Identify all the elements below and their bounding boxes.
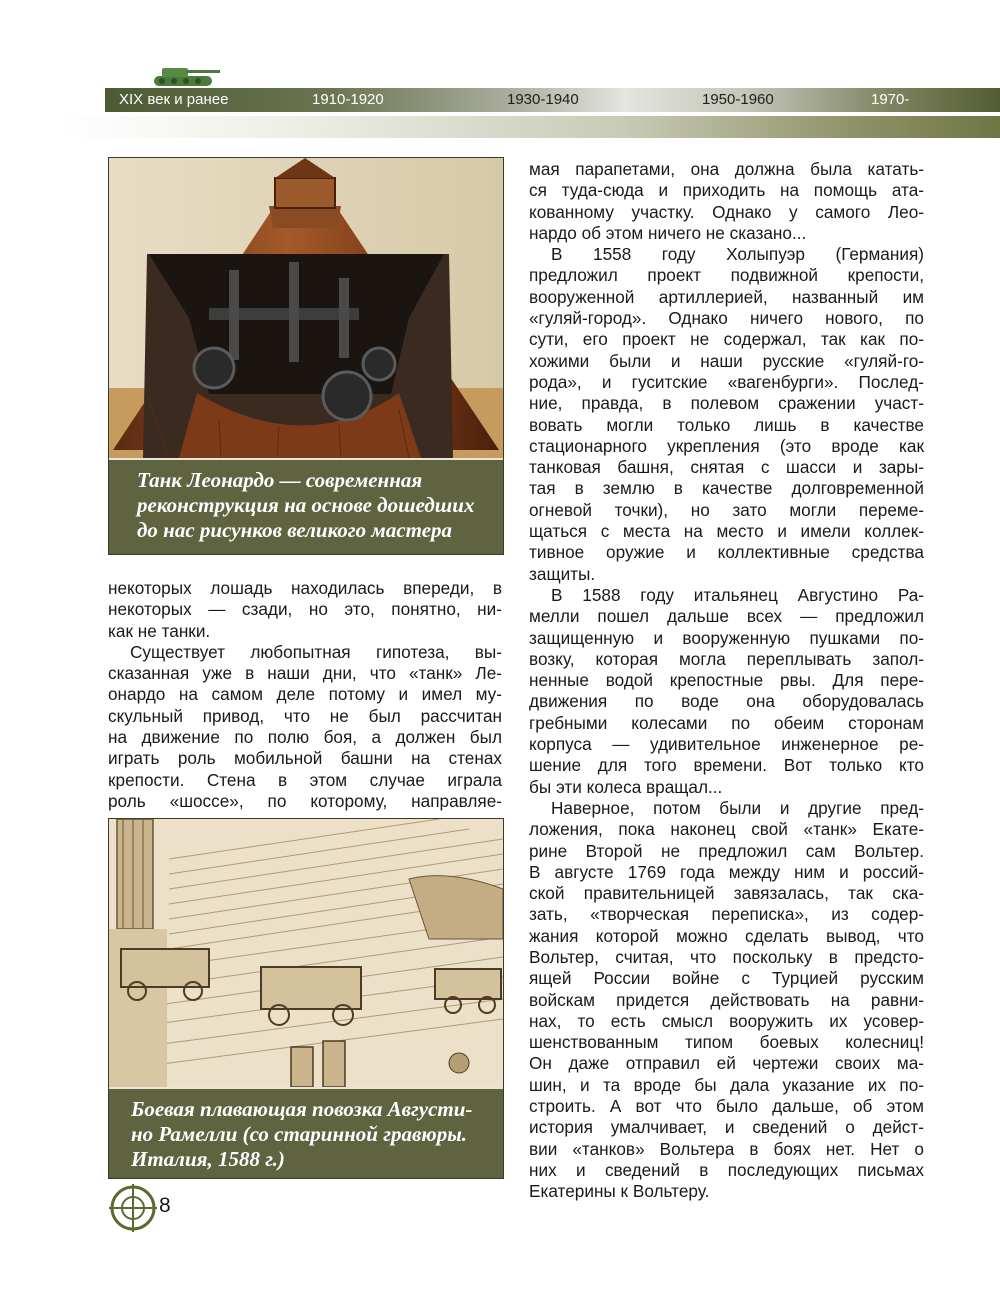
era-label: 1910-1920 xyxy=(312,91,384,108)
text-line: история умалчивает, и сведений о дейст- xyxy=(529,1117,924,1138)
figure-caption xyxy=(109,1087,503,1178)
text-line: мелли пошел дальше всех — предложил xyxy=(529,606,924,627)
era-timeline xyxy=(105,88,1000,112)
text-line: В августе 1769 года между ним и россий- xyxy=(529,861,924,882)
text-line: ложения, пока наконец свой «танк» Екате- xyxy=(529,819,924,840)
text-line: ненные водой крепостные рвы. Для пере- xyxy=(529,670,924,691)
text-line: как не танки. xyxy=(108,620,211,641)
text-line: ской правительницей завязалась, так ска- xyxy=(529,883,924,904)
text-line: роль «шоссе», по которому, направляе- xyxy=(108,790,502,811)
era-label: XIX век и ранее xyxy=(119,91,229,108)
text-line: рода», и гуситские «вагенбурги». Послед- xyxy=(529,371,924,392)
figure-ramelli-engraving xyxy=(108,818,504,1179)
text-line: тивное оружие и коллективные средства xyxy=(529,542,924,563)
text-line: ние, правда, в полевом сражении участ- xyxy=(529,393,924,414)
text-line: стационарного укрепления (это вроде как xyxy=(529,435,924,456)
text-line: вовать могли только лишь в качестве xyxy=(529,414,924,435)
text-line: ся туда-сюда и приходить на помощь ата- xyxy=(529,180,924,201)
text-line: шенствованным типом боевых колесниц! xyxy=(529,1032,924,1053)
text-line: движения по воде она оборудовалась xyxy=(529,691,924,712)
text-line: защищенную и вооруженную пушками по- xyxy=(529,627,924,648)
text-line: некоторых лошадь находилась впереди, в xyxy=(108,578,502,598)
era-label: 1950-1960 xyxy=(702,91,774,108)
page-number: 8 xyxy=(159,1194,171,1217)
text-line: Он даже отправил ей чертежи своих ма- xyxy=(529,1053,924,1074)
text-line: рине Второй не предложил сам Вольтер. xyxy=(529,840,924,861)
text-line: сути, его проект не содержал, так как по- xyxy=(529,329,924,350)
caption-line: но Рамелли (со старинной гравюры. xyxy=(131,1122,468,1146)
header-shade xyxy=(60,116,1000,138)
left-column-text xyxy=(108,578,502,812)
text-line: шение для того времени. Вот только кто xyxy=(529,755,924,776)
text-line: вооруженной артиллерией, названный им xyxy=(529,286,924,307)
text-line: танковая башня, снятая с шасси и зары- xyxy=(529,457,924,478)
figure-leonardo-tank xyxy=(108,157,504,555)
ramelli-engraving xyxy=(109,819,503,1087)
text-line: бы эти колеса вращал... xyxy=(529,776,723,797)
text-line: жания которой можно сделать вывод, что xyxy=(529,925,924,946)
tank-icon xyxy=(148,62,220,90)
text-line: Существует любопытная гипотеза, вы- xyxy=(130,641,502,662)
caption-line: реконструкция на основе дошедших xyxy=(137,493,475,517)
text-line: защиты. xyxy=(529,563,596,584)
text-line: «гуляй-город». Однако ничего нового, по xyxy=(529,308,924,329)
text-line: Вольтер, считая, что поскольку в предсто- xyxy=(529,946,924,967)
text-line: онардо на самом деле потому и имел му- xyxy=(108,684,502,705)
text-line: корпуса — удивительное инженерное ре- xyxy=(529,734,924,755)
text-line: крепости. Стена в этом случае играла xyxy=(108,769,502,790)
text-line: В 1588 году итальянец Августино Ра- xyxy=(551,584,924,605)
text-line: них и сведений в последующих письмах xyxy=(529,1159,924,1180)
text-line: Екатерины к Вольтеру. xyxy=(529,1181,710,1202)
text-line: предложил проект подвижной крепости, xyxy=(529,265,924,286)
text-line: В 1558 году Холыпуэр (Германия) xyxy=(551,244,924,265)
text-line: сказанная уже в наши дни, что «танк» Ле- xyxy=(108,663,502,684)
text-line: возку, которая могла переплывать запол- xyxy=(529,648,924,669)
text-line: некоторых — сзади, но это, понятно, ни- xyxy=(108,599,502,620)
text-line: войскам придется действовать на равни- xyxy=(529,989,924,1010)
caption-line: Танк Леонардо — современная xyxy=(137,468,423,492)
right-column-text xyxy=(529,159,924,1203)
figure-caption xyxy=(109,458,503,554)
crosshair-icon xyxy=(108,1183,158,1233)
text-line: Наверное, потом были и другие пред- xyxy=(551,797,924,818)
text-line: нах, то есть смысл вооружить их усовер- xyxy=(529,1010,924,1031)
text-line: на движение по полю боя, а должен был xyxy=(108,727,502,748)
text-line: ящей России войне с Турцией русским xyxy=(529,968,924,989)
text-line: шин, и та вроде бы дала указание их по- xyxy=(529,1074,924,1095)
text-line: мая парапетами, она должна была катать- xyxy=(529,159,924,179)
era-label: 1970- xyxy=(871,91,910,108)
text-line: играть роль мобильной башни на стенах xyxy=(108,748,502,769)
caption-line: Италия, 1588 г.) xyxy=(131,1147,285,1171)
text-line: кованному участку. Однако у самого Лео- xyxy=(529,201,924,222)
text-line: огневой точки), но зато могли переме- xyxy=(529,499,924,520)
text-line: зать, «творческая переписка», из содер- xyxy=(529,904,924,925)
text-line: строить. А вот что было дальше, об этом xyxy=(529,1096,924,1117)
text-line: вии «танков» Вольтера в боях нет. Нет о xyxy=(529,1138,924,1159)
caption-line: Боевая плавающая повозка Августи- xyxy=(131,1097,473,1121)
leonardo-tank-photo xyxy=(109,158,503,460)
text-line: хожими были и наши русские «гуляй-го- xyxy=(529,350,924,371)
era-label: 1930-1940 xyxy=(507,91,579,108)
text-line: щаться с места на место и имели коллек- xyxy=(529,521,924,542)
caption-line: до нас рисунков великого мастера xyxy=(137,518,453,542)
text-line: тая в землю в качестве долговременной xyxy=(529,478,924,499)
text-line: нардо об этом ничего не сказано... xyxy=(529,222,807,243)
text-line: гребными колесами по обеим сторонам xyxy=(529,712,924,733)
text-line: скульный привод, что не был рассчитан xyxy=(108,705,502,726)
